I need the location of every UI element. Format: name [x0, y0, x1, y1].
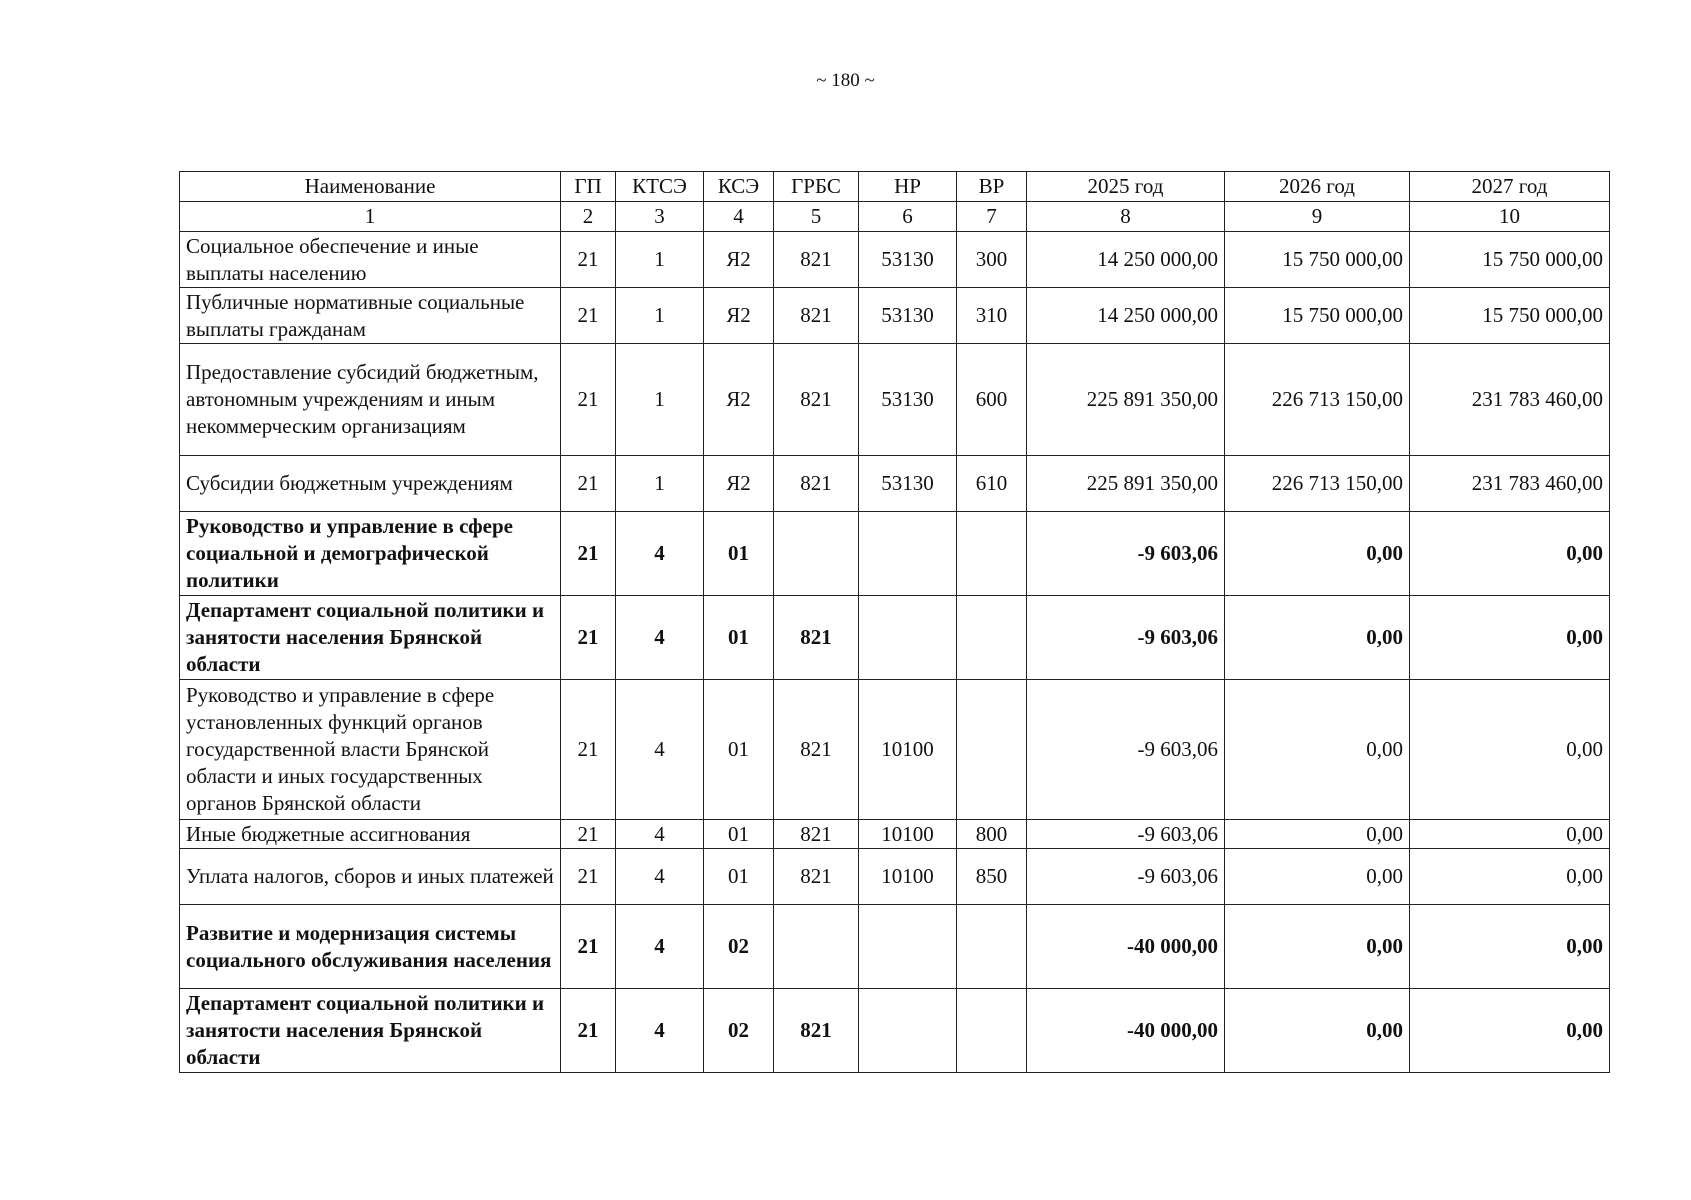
column-number: 7	[957, 202, 1027, 232]
row-nr: 53130	[859, 288, 957, 344]
row-2027: 0,00	[1410, 596, 1610, 680]
row-vr: 800	[957, 820, 1027, 849]
column-number: 9	[1225, 202, 1410, 232]
row-2025: 14 250 000,00	[1027, 288, 1225, 344]
row-name: Публичные нормативные социальные выплаты гражданам	[180, 288, 561, 344]
column-number: 3	[616, 202, 704, 232]
row-kse: Я2	[704, 232, 774, 288]
table-row	[180, 232, 1610, 288]
row-grbs: 821	[774, 456, 859, 512]
row-2025: -40 000,00	[1027, 905, 1225, 989]
row-ktse: 4	[616, 512, 704, 596]
header-2025: 2025 год	[1027, 172, 1225, 202]
column-number: 2	[561, 202, 616, 232]
column-number: 5	[774, 202, 859, 232]
row-gp: 21	[561, 512, 616, 596]
row-ktse: 1	[616, 456, 704, 512]
row-name: Предоставление субсидий бюджетным, автономным учреждениям и иным некоммерческим организациям	[180, 344, 561, 456]
row-kse: 01	[704, 680, 774, 820]
row-2027: 0,00	[1410, 905, 1610, 989]
row-kse: 01	[704, 820, 774, 849]
row-2026: 0,00	[1225, 989, 1410, 1073]
row-grbs: 821	[774, 680, 859, 820]
row-grbs: 821	[774, 344, 859, 456]
row-name: Уплата налогов, сборов и иных платежей	[180, 849, 561, 905]
row-kse: Я2	[704, 344, 774, 456]
row-vr	[957, 905, 1027, 989]
row-2027: 0,00	[1410, 820, 1610, 849]
row-vr: 600	[957, 344, 1027, 456]
table-row	[180, 849, 1610, 905]
row-vr	[957, 680, 1027, 820]
row-vr: 850	[957, 849, 1027, 905]
row-gp: 21	[561, 820, 616, 849]
table-row	[180, 512, 1610, 596]
row-2026: 0,00	[1225, 849, 1410, 905]
row-ktse: 4	[616, 905, 704, 989]
row-2025: -9 603,06	[1027, 596, 1225, 680]
row-name: Департамент социальной политики и занятости населения Брянской области	[180, 596, 561, 680]
row-2025: 14 250 000,00	[1027, 232, 1225, 288]
header-vr: ВР	[957, 172, 1027, 202]
table-row	[180, 905, 1610, 989]
row-nr: 53130	[859, 232, 957, 288]
row-nr	[859, 989, 957, 1073]
row-ktse: 4	[616, 820, 704, 849]
table-row	[180, 344, 1610, 456]
row-gp: 21	[561, 989, 616, 1073]
header-grbs: ГРБС	[774, 172, 859, 202]
row-gp: 21	[561, 288, 616, 344]
row-2027: 231 783 460,00	[1410, 344, 1610, 456]
row-2025: -9 603,06	[1027, 820, 1225, 849]
row-2027: 0,00	[1410, 989, 1610, 1073]
table-row	[180, 820, 1610, 849]
header-gp: ГП	[561, 172, 616, 202]
row-vr	[957, 989, 1027, 1073]
row-kse: 01	[704, 512, 774, 596]
row-vr: 300	[957, 232, 1027, 288]
row-gp: 21	[561, 232, 616, 288]
row-kse: 02	[704, 905, 774, 989]
row-gp: 21	[561, 596, 616, 680]
row-ktse: 4	[616, 596, 704, 680]
budget-table	[179, 171, 1610, 1073]
table-row	[180, 288, 1610, 344]
row-name: Руководство и управление в сфере социальной и демографической политики	[180, 512, 561, 596]
column-number: 8	[1027, 202, 1225, 232]
row-nr: 10100	[859, 820, 957, 849]
row-name: Департамент социальной политики и занятости населения Брянской области	[180, 989, 561, 1073]
row-nr: 10100	[859, 849, 957, 905]
row-2025: -9 603,06	[1027, 512, 1225, 596]
row-nr: 53130	[859, 456, 957, 512]
row-ktse: 1	[616, 232, 704, 288]
row-vr: 310	[957, 288, 1027, 344]
row-2026: 0,00	[1225, 820, 1410, 849]
column-number: 4	[704, 202, 774, 232]
row-2025: 225 891 350,00	[1027, 344, 1225, 456]
row-gp: 21	[561, 905, 616, 989]
row-nr: 10100	[859, 680, 957, 820]
header-name: Наименование	[180, 172, 561, 202]
column-number: 6	[859, 202, 957, 232]
row-grbs	[774, 512, 859, 596]
header-ktse: КТСЭ	[616, 172, 704, 202]
row-vr: 610	[957, 456, 1027, 512]
row-ktse: 4	[616, 680, 704, 820]
row-kse: Я2	[704, 456, 774, 512]
row-ktse: 4	[616, 849, 704, 905]
header-kse: КСЭ	[704, 172, 774, 202]
row-2026: 226 713 150,00	[1225, 456, 1410, 512]
row-nr	[859, 596, 957, 680]
row-gp: 21	[561, 680, 616, 820]
table-row	[180, 680, 1610, 820]
row-name: Иные бюджетные ассигнования	[180, 820, 561, 849]
row-name: Субсидии бюджетным учреждениям	[180, 456, 561, 512]
row-2027: 231 783 460,00	[1410, 456, 1610, 512]
row-grbs: 821	[774, 288, 859, 344]
row-vr	[957, 512, 1027, 596]
row-2025: -9 603,06	[1027, 849, 1225, 905]
row-2026: 15 750 000,00	[1225, 288, 1410, 344]
row-2025: -9 603,06	[1027, 680, 1225, 820]
header-row	[180, 172, 1610, 202]
row-name: Руководство и управление в сфере установленных функций органов государственной власти Брянской области и иных государственных органов Брянской области	[180, 680, 561, 820]
row-grbs: 821	[774, 989, 859, 1073]
row-grbs: 821	[774, 820, 859, 849]
row-2026: 15 750 000,00	[1225, 232, 1410, 288]
row-ktse: 1	[616, 288, 704, 344]
row-ktse: 1	[616, 344, 704, 456]
row-2027: 0,00	[1410, 849, 1610, 905]
row-grbs: 821	[774, 232, 859, 288]
row-gp: 21	[561, 344, 616, 456]
header-2026: 2026 год	[1225, 172, 1410, 202]
header-2027: 2027 год	[1410, 172, 1610, 202]
row-kse: 02	[704, 989, 774, 1073]
column-number-row	[180, 202, 1610, 232]
row-nr: 53130	[859, 344, 957, 456]
row-2025: -40 000,00	[1027, 989, 1225, 1073]
row-vr	[957, 596, 1027, 680]
row-2025: 225 891 350,00	[1027, 456, 1225, 512]
row-kse: Я2	[704, 288, 774, 344]
row-2026: 0,00	[1225, 905, 1410, 989]
row-kse: 01	[704, 849, 774, 905]
row-kse: 01	[704, 596, 774, 680]
row-2027: 0,00	[1410, 512, 1610, 596]
column-number: 1	[180, 202, 561, 232]
row-nr	[859, 512, 957, 596]
row-gp: 21	[561, 849, 616, 905]
row-ktse: 4	[616, 989, 704, 1073]
table-row	[180, 456, 1610, 512]
row-2027: 0,00	[1410, 680, 1610, 820]
page-number: ~ 180 ~	[816, 70, 875, 91]
row-2026: 0,00	[1225, 596, 1410, 680]
row-name: Социальное обеспечение и иные выплаты населению	[180, 232, 561, 288]
column-number: 10	[1410, 202, 1610, 232]
row-gp: 21	[561, 456, 616, 512]
row-grbs: 821	[774, 596, 859, 680]
row-grbs	[774, 905, 859, 989]
table-row	[180, 596, 1610, 680]
table-row	[180, 989, 1610, 1073]
row-2026: 226 713 150,00	[1225, 344, 1410, 456]
row-2027: 15 750 000,00	[1410, 232, 1610, 288]
row-grbs: 821	[774, 849, 859, 905]
row-2026: 0,00	[1225, 512, 1410, 596]
row-2026: 0,00	[1225, 680, 1410, 820]
header-nr: НР	[859, 172, 957, 202]
row-2027: 15 750 000,00	[1410, 288, 1610, 344]
row-nr	[859, 905, 957, 989]
row-name: Развитие и модернизация системы социального обслуживания населения	[180, 905, 561, 989]
